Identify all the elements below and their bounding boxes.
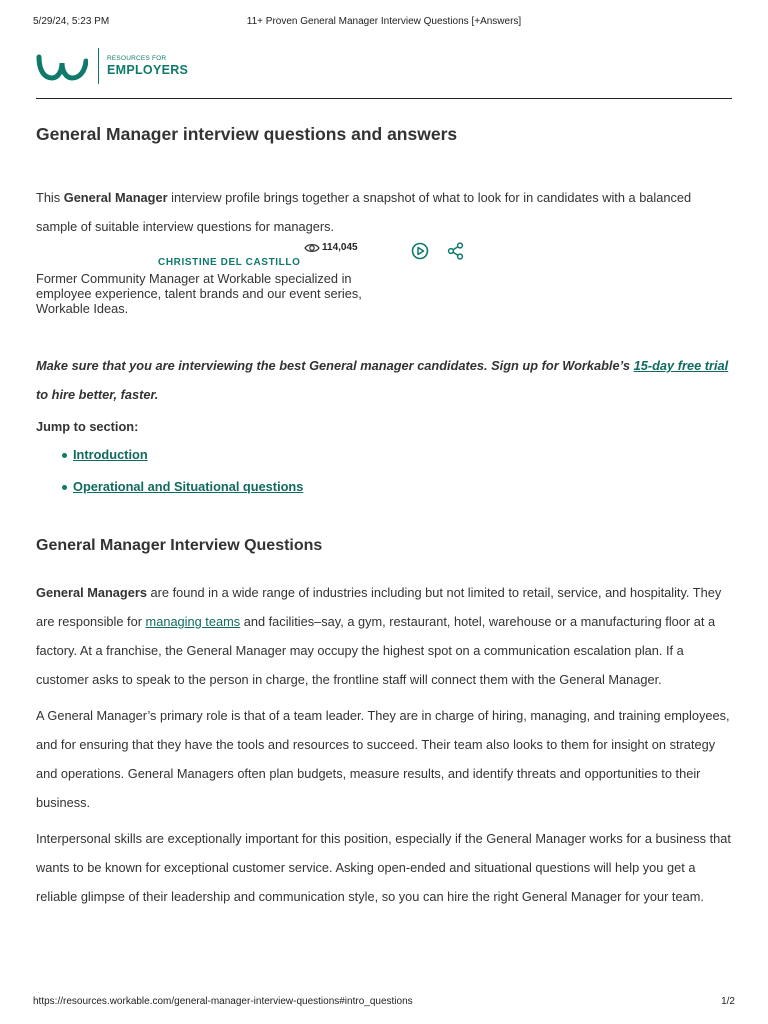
trial-cta xyxy=(36,351,732,409)
print-document-title: 11+ Proven General Manager Interview Questions [+Answers] xyxy=(246,16,522,27)
jump-link-operational-situational[interactable]: Operational and Situational questions xyxy=(73,479,304,494)
logo-divider xyxy=(98,48,99,84)
free-trial-link[interactable]: 15-day free trial xyxy=(633,358,729,373)
list-item xyxy=(62,445,732,465)
body-p1-text-b: and facilities–say, a gym, restaurant, hotel, warehouse or a manufacturing floor at a factory. At a franchise, the General Manager may occupy the highest spot on a communication escalation plan. If a customer asks to speak to the person in charge, the frontline staff will connect them with the General Manager. xyxy=(36,614,716,687)
view-count xyxy=(304,242,358,253)
article xyxy=(36,122,732,911)
intro-text-end: interview profile brings together a snapshot of what to look for in candidates with a balanced sample of suitable interview questions for managers. xyxy=(36,190,692,234)
author-bio: Former Community Manager at Workable specialized in employee experience, talent brands and our event series, Workable Ideas. xyxy=(36,271,362,316)
body-paragraph-1 xyxy=(36,578,732,694)
play-circle-icon[interactable] xyxy=(410,241,430,261)
page-url: https://resources.workable.com/general-manager-interview-questions#intro_questions xyxy=(33,996,413,1007)
header-divider xyxy=(36,98,732,99)
logo-tagline: RESOURCES FOR xyxy=(107,55,167,62)
print-header xyxy=(33,16,735,30)
intro-paragraph xyxy=(36,183,732,241)
section-title: General Manager Interview Questions xyxy=(36,537,323,554)
cta-text-start: Make sure that you are interviewing the best General manager candidates. Sign up for Workable’s xyxy=(36,358,634,373)
cta-text-end: to hire better, faster. xyxy=(36,387,159,402)
author-meta-row xyxy=(36,241,732,271)
eye-icon xyxy=(304,243,320,253)
body-bold-term: General Managers xyxy=(36,585,147,600)
list-item xyxy=(62,477,732,497)
print-footer xyxy=(33,996,735,1010)
view-count-value: 114,045 xyxy=(322,242,358,253)
intro-bold-role: General Manager xyxy=(63,190,168,205)
jump-to-section-list xyxy=(36,445,732,497)
intro-text-start: This xyxy=(36,190,64,205)
bullet-icon xyxy=(62,485,67,490)
page-title: General Manager interview questions and answers xyxy=(36,124,458,144)
body-p1-text-a: are found in a wide range of industries including but not limited to retail, service, and hospitality. They are responsible for xyxy=(36,585,722,629)
jump-to-section-label: Jump to section: xyxy=(36,419,139,434)
share-icon[interactable] xyxy=(446,241,466,261)
bullet-icon xyxy=(62,453,67,458)
body-paragraph-3: Interpersonal skills are exceptionally important for this position, especially if the General Manager works for a business that wants to be known for exceptional customer service. Asking open-ended and situational questions will help you get a reliable glimpse of their leadership and communication style, so you can hire the right General Manager for your team. xyxy=(36,831,731,904)
author-name-link[interactable]: CHRISTINE DEL CASTILLO xyxy=(158,257,301,268)
logo-employers: EMPLOYERS xyxy=(107,63,189,77)
workable-w-logo-icon xyxy=(36,51,88,81)
managing-teams-link[interactable]: managing teams xyxy=(145,614,241,629)
workable-logo[interactable] xyxy=(36,48,188,84)
logo-text xyxy=(107,55,188,77)
print-date: 5/29/24, 5:23 PM xyxy=(33,16,110,27)
jump-link-introduction[interactable]: Introduction xyxy=(73,447,148,462)
body-paragraph-2: A General Manager’s primary role is that of a team leader. They are in charge of hiring, managing, and training employees, and for ensuring that they have the tools and resources to succeed. Their team also looks to them for insight on strategy and operations. General Managers often plan budgets, measure results, and identify threats and opportunities to their business. xyxy=(36,708,730,810)
page-number: 1/2 xyxy=(721,996,735,1007)
